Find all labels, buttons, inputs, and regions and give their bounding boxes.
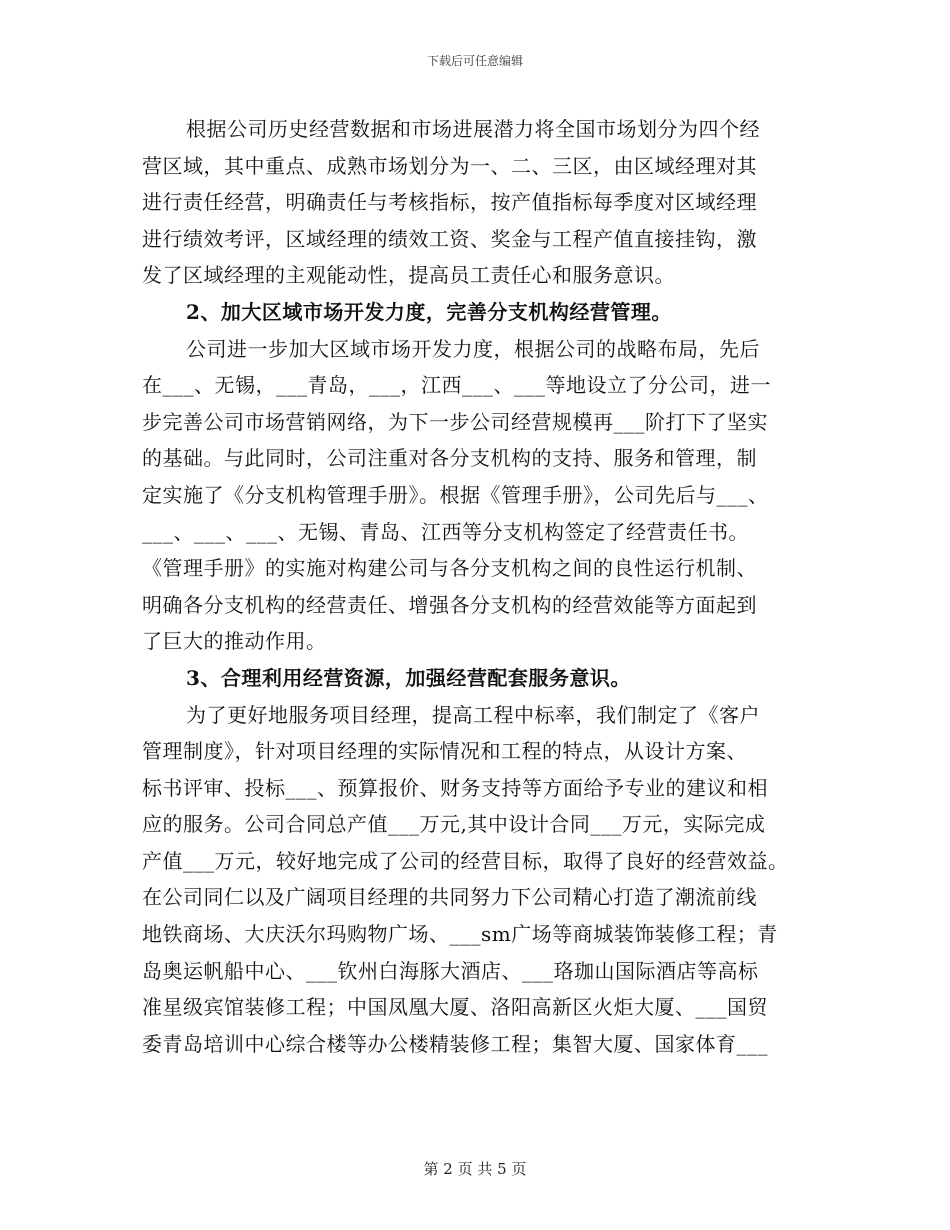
text-line: 公司进一步加大区域市场开发力度，根据公司的战略布局，先后 <box>186 336 760 361</box>
text-line: 《管理手册》的实施对构建公司与各分支机构之间的良性运行机制、 <box>142 556 757 581</box>
text-line: 进行责任经营，明确责任与考核指标，按产值指标每季度对区域经理 <box>142 190 757 215</box>
text-line: 准星级宾馆装修工程；中国凤凰大厦、洛阳高新区火炬大厦、___国贸 <box>142 995 768 1020</box>
document-body <box>142 111 822 1062</box>
text-line: 产值___万元，较好地完成了公司的经营目标，取得了良好的经营效益。 <box>142 848 789 873</box>
text-line: 地铁商场、大庆沃尔玛购物广场、___sm广场等商城装饰装修工程；青 <box>142 922 778 947</box>
text-line: ___、___、___、无锡、青岛、江西等分支机构签定了经营责任书。 <box>142 519 749 544</box>
text-line: 委青岛培训中心综合楼等办公楼精装修工程；集智大厦、国家体育___ <box>142 1031 768 1056</box>
text-line: 在___、无锡，___青岛，___，江西___、___等地设立了分公司，进一 <box>142 373 771 398</box>
text-line: 定实施了《分支机构管理手册》。根据《管理手册》，公司先后与___、 <box>142 482 769 507</box>
text-line: 为了更好地服务项目经理，提高工程中标率，我们制定了《客户 <box>186 702 760 727</box>
text-line: 应的服务。公司合同总产值___万元,其中设计合同___万元，实际完成 <box>142 812 766 837</box>
text-line: 根据公司历史经营数据和市场进展潜力将全国市场划分为四个经 <box>186 117 760 141</box>
text-line: 的基础。与此同时，公司注重对各分支机构的支持、服务和管理，制 <box>142 446 757 471</box>
text-line: 岛奥运帆船中心、___钦州白海豚大酒店、___珞珈山国际酒店等高标 <box>142 958 759 983</box>
text-line: 在公司同仁以及广阔项目经理的共同努力下公司精心打造了潮流前线 <box>142 885 757 910</box>
text-line: 进行绩效考评，区域经理的绩效工资、奖金与工程产值直接挂钩，激 <box>142 226 757 251</box>
text-line: 发了区域经理的主观能动性，提高员工责任心和服务意识。 <box>142 263 675 288</box>
page-footer: 第 2 页 共 5 页 <box>423 1160 527 1178</box>
section-heading: 2、加大区域市场开发力度，完善分支机构经营管理。 <box>186 299 672 324</box>
section-heading: 3、合理利用经营资源，加强经营配套服务意识。 <box>186 665 631 690</box>
text-line: 步完善公司市场营销网络，为下一步公司经营规模再___阶打下了坚实 <box>142 409 768 434</box>
text-line: 了巨大的推动作用。 <box>142 629 327 654</box>
text-line: 明确各分支机构的经营责任、增强各分支机构的经营效能等方面起到 <box>142 592 757 617</box>
text-line: 标书评审、投标___、预算报价、财务支持等方面给予专业的建议和相 <box>142 775 768 800</box>
page-header: 下载后可任意编辑 <box>426 54 523 68</box>
text-line: 管理制度》，针对项目经理的实际情况和工程的特点，从设计方案、 <box>142 739 747 764</box>
text-line: 营区域，其中重点、成熟市场划分为一、二、三区，由区域经理对其 <box>142 153 757 178</box>
